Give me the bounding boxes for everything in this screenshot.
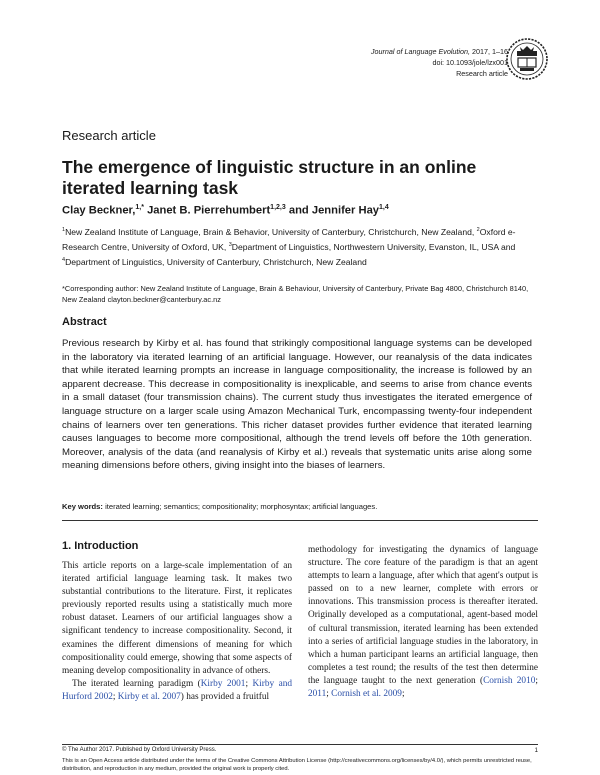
intro-heading: 1. Introduction — [62, 540, 139, 552]
citation-link[interactable]: Kirby et al. 2007 — [117, 691, 181, 702]
affiliation: Oxford e-Research Centre, University of Oxford, UK, — [62, 226, 516, 252]
keywords — [62, 502, 532, 511]
citation-link[interactable]: Kirby 2001 — [200, 678, 246, 689]
journal-header — [371, 46, 508, 79]
text-run: The iterated learning paradigm ( — [72, 678, 201, 689]
text-run: ; — [112, 691, 118, 702]
affiliations — [62, 224, 530, 269]
article-title: The emergence of linguistic structure in an online iterated learning task — [62, 157, 477, 198]
author-name[interactable]: and Jennifer Hay — [288, 204, 380, 217]
author-name[interactable]: Clay Beckner, — [62, 204, 136, 217]
paragraph — [62, 678, 292, 704]
journal-name: Journal of Language Evolution, — [370, 47, 471, 56]
paragraph: This article reports on a large-scale implementation of an iterated artificial language learning task. It makes two substantial contributions to the literature. First, it replicates previously reported results using a statistically much more robust dataset. Learners of our artificial languages show a significant tendency to increase compositionality. Second, it examines the different dimensions of meaning for which compositionality could emerge, showing that some aspects of meaning develop compositionality in advance of others. — [62, 561, 292, 676]
affiliation: Department of Linguistics, University of Canterbury, Christchurch, New Zealand — [65, 256, 367, 267]
footer-divider — [62, 744, 538, 745]
author-sup: 1,4 — [379, 204, 389, 211]
header-article-type: Research article — [456, 69, 508, 78]
paragraph — [308, 544, 538, 701]
journal-year-pages: 2017, 1–16 — [472, 47, 508, 56]
affil-sup: 3 — [228, 241, 232, 248]
citation-link[interactable]: Kirby and Hurford 2002 — [62, 678, 292, 702]
corresponding-author: *Corresponding author: New Zealand Institute of Language, Brain & Behaviour, University of Canterbury, Private Bag 4800, Christchurch 8140, New Zealand clayton.beckner@canterbury.ac.nz — [62, 284, 529, 304]
license-text: This is an Open Access article distributed under the terms of the Creative Commons Attribution License (http://creativecommons.org/licenses/by/4.0/), which permits unrestricted reuse, distribution, and reproduction in any medium, provided the original work is properly cited. — [62, 758, 532, 772]
body-column-left — [62, 560, 292, 704]
keywords-list: iterated learning; semantics; compositionality; morphosyntax; artificial languages. — [105, 502, 378, 511]
affiliation: New Zealand Institute of Language, Brain & Behavior, University of Canterbury, Christchurch, New Zealand, — [65, 226, 477, 237]
abstract-text: Previous research by Kirby et al. has found that strikingly compositional language systems can be developed in the laboratory via iterated learning of an artificial language. However, our reanalysis of the data indicates that while iterated learning prompts an increase in language compositionality, the increase is followed by an apparent decrease. This decrease in compositionality is inexplicable, and seems to arise from chance events in a small dataset (four transmission chains). The current study thus investigates the iterated emergence of language structure on a larger scale using Amazon Mechanical Turk, encompassing twenty-four independent chains of learners over ten generations. This richer dataset provides further evidence that iterated learning causes languages to become more compositional, although the trend levels off before the 10th generation. Moreover, analysis of the data (and reanalysis of Kirby et al.) reveals that systematic units arise along some meaning dimensions before others, giving insight into the biases of learners. — [62, 338, 532, 472]
article-type: Research article — [62, 128, 156, 143]
author-sup: 1,* — [135, 204, 144, 211]
doi[interactable]: doi: 10.1093/jole/lzx001 — [432, 58, 508, 67]
citation-link[interactable]: Cornish et al. 2009 — [331, 689, 402, 700]
body-column-right — [308, 544, 538, 701]
text-run: ; — [535, 675, 538, 686]
citation-link[interactable]: 2011 — [308, 689, 327, 700]
divider — [62, 520, 538, 521]
affil-sup: 1 — [62, 227, 66, 233]
page-number: 1 — [534, 747, 538, 754]
author-list — [62, 204, 389, 217]
text-run: ; — [326, 689, 332, 700]
text-run: ; — [245, 678, 253, 689]
text-run: ; — [401, 689, 405, 700]
text-run: ) has provided a fruitful — [180, 691, 270, 702]
copyright: © The Author 2017. Published by Oxford University Press. — [62, 747, 217, 753]
keywords-label: Key words: — [62, 502, 103, 511]
author-name[interactable]: Janet B. Pierrehumbert — [147, 204, 271, 217]
affil-sup: 2 — [476, 227, 480, 233]
author-sup: 1,2,3 — [270, 204, 286, 211]
text-run: methodology for investigating the dynamics of language structure. The core feature of the paradigm is that an agent attempts to learn a language, after which that agent's output is passed on to a new learner, complete with errors or innovations. This transmission process is thereafter iterated. Originally developed as a computational, agent-based model of cultural transmission, iterated learning has been extended into a series of artificial language studies in the laboratory, in which a human participant learns an artificial language, then completes a test round; the results of the test then determine the language taught to the next generation ( — [308, 545, 538, 686]
abstract-heading: Abstract — [62, 316, 107, 328]
citation-link[interactable]: Cornish 2010 — [483, 675, 536, 686]
affiliation: Department of Linguistics, Northwestern University, Evanston, IL, USA and — [231, 241, 516, 252]
affil-sup: 4 — [62, 256, 66, 263]
publisher-seal-logo — [506, 38, 548, 80]
